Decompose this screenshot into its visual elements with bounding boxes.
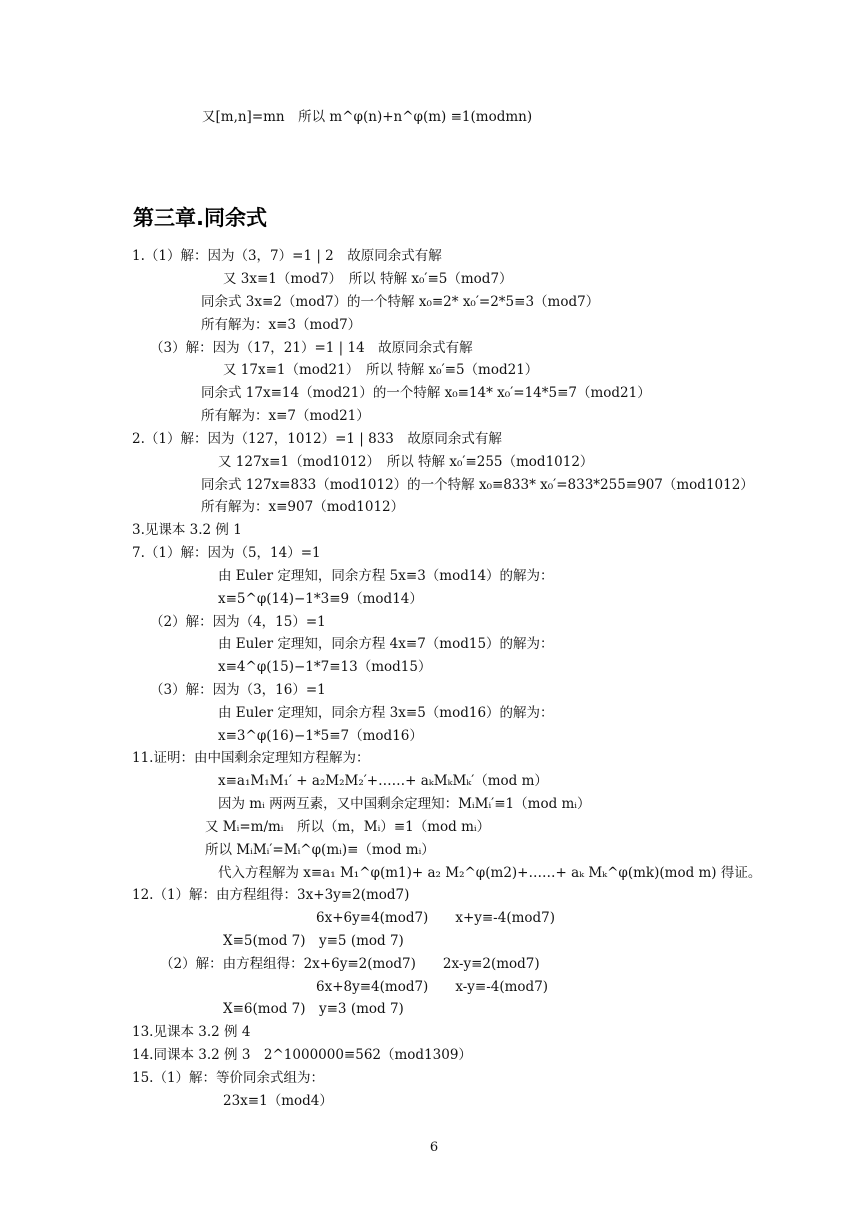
text-line: 所有解为：x≡3（mod7） [201, 317, 362, 333]
text-line: 13.见课本 3.2 例 4 [132, 1024, 251, 1040]
text-line: 同余式 127x≡833（mod1012）的一个特解 x₀≡833* x₀′=833*255≡907（mod1012） [201, 477, 754, 493]
top-line: 又[m,n]=mn 所以 m^φ(n)+n^φ(m) ≡1(modmn) [202, 109, 533, 125]
text-line: x≡5^φ(14)−1*3≡9（mod14） [218, 591, 423, 607]
text-line: 又 Mᵢ=m/mᵢ 所以（m，Mᵢ）≡1（mod mᵢ） [205, 819, 491, 835]
text-line: 11.证明：由中国剩余定理知方程解为： [132, 750, 370, 766]
text-line: 因为 mᵢ 两两互素，又中国剩余定理知：MᵢMᵢ′≡1（mod mᵢ） [218, 796, 591, 812]
text-line: 1.（1）解：因为（3，7）=1 | 2 故原同余式有解 [132, 248, 442, 264]
text-line: x≡a₁M₁M₁′ + a₂M₂M₂′+……+ aₖMₖMₖ′（mod m） [218, 773, 548, 789]
text-line: 2.（1）解：因为（127，1012）=1 | 833 故原同余式有解 [132, 431, 502, 447]
text-line: （3）解：因为（17，21）=1 | 14 故原同余式有解 [150, 340, 473, 356]
text-line: 由 Euler 定理知，同余方程 3x≡5（mod16）的解为： [218, 705, 554, 721]
text-line: 6x+8y≡4(mod7) x-y≡-4(mod7) [316, 979, 549, 995]
text-line: 所有解为：x≡7（mod21） [201, 408, 370, 424]
text-line: （3）解：因为（3，16）=1 [150, 682, 326, 698]
text-line: 3.见课本 3.2 例 1 [132, 522, 242, 538]
text-line: 所以 MᵢMᵢ′=Mᵢ^φ(mᵢ)≡（mod mᵢ） [205, 842, 435, 858]
text-line: 又 3x≡1（mod7） 所以 特解 x₀′≡5（mod7） [223, 271, 513, 287]
chapter-title: 第三章.同余式 [133, 206, 267, 230]
text-line: 又 17x≡1（mod21） 所以 特解 x₀′≡5（mod21） [223, 362, 539, 378]
text-line: 7.（1）解：因为（5，14）=1 [132, 545, 321, 561]
text-line: 代入方程解为 x≡a₁ M₁^φ(m1)+ a₂ M₂^φ(m2)+……+ aₖ Mₖ^φ(mk)(mod m) 得证。 [218, 865, 762, 881]
text-line: 6x+6y≡4(mod7) x+y≡-4(mod7) [316, 910, 556, 926]
text-line: 23x≡1（mod4） [223, 1093, 333, 1109]
text-line: 由 Euler 定理知，同余方程 5x≡3（mod14）的解为： [218, 568, 554, 584]
text-line: x≡3^φ(16)−1*5≡7（mod16） [218, 728, 423, 744]
text-line: X≡6(mod 7) y≡3 (mod 7) [223, 1001, 404, 1017]
page-number: 6 [429, 1140, 439, 1155]
text-line: X≡5(mod 7) y≡5 (mod 7) [223, 933, 404, 949]
text-line: 14.同课本 3.2 例 3 2^1000000≡562（mod1309） [132, 1047, 472, 1063]
text-line: 同余式 17x≡14（mod21）的一个特解 x₀≡14* x₀′=14*5≡7（mod21） [201, 385, 651, 401]
text-line: 12.（1）解：由方程组得：3x+3y≡2(mod7) [132, 887, 410, 903]
text-line: （2）解：因为（4，15）=1 [150, 614, 326, 630]
text-line: 又 127x≡1（mod1012） 所以 特解 x₀′≡255（mod1012） [218, 454, 594, 470]
text-line: 由 Euler 定理知，同余方程 4x≡7（mod15）的解为： [218, 636, 554, 652]
text-line: 同余式 3x≡2（mod7）的一个特解 x₀≡2* x₀′=2*5≡3（mod7） [201, 294, 600, 310]
text-line: 所有解为：x≡907（mod1012） [201, 499, 405, 515]
text-line: （2）解：由方程组得：2x+6y≡2(mod7) 2x-y≡2(mod7) [160, 956, 540, 972]
text-line: x≡4^φ(15)−1*7≡13（mod15） [218, 659, 432, 675]
text-line: 15.（1）解：等价同余式组为： [132, 1070, 325, 1086]
